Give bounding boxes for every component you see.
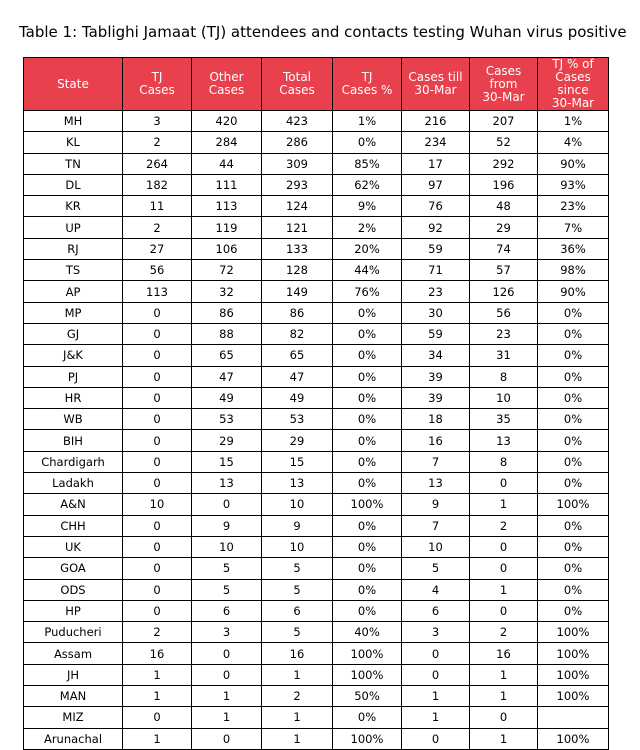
cell-other-cases: 6 (192, 600, 262, 621)
cell-state: KR (24, 196, 123, 217)
cell-cases-from-30-mar: 74 (470, 238, 538, 259)
cell-tj-pct-since-30-mar: 100% (538, 643, 609, 664)
table-row (24, 345, 609, 366)
cell-tj-cases: 1 (123, 664, 192, 685)
cell-state: TN (24, 153, 123, 174)
cell-total-cases: 1 (262, 707, 333, 728)
table-row (24, 238, 609, 259)
cell-tj-cases: 0 (123, 600, 192, 621)
cell-state: UK (24, 536, 123, 557)
cell-other-cases: 0 (192, 664, 262, 685)
table-row (24, 217, 609, 238)
cell-state: PJ (24, 366, 123, 387)
cell-total-cases: 423 (262, 111, 333, 132)
cell-tj-cases-pct: 100% (333, 664, 402, 685)
cell-other-cases: 72 (192, 260, 262, 281)
cell-state: HR (24, 387, 123, 408)
cell-cases-from-30-mar: 8 (470, 451, 538, 472)
cell-other-cases: 15 (192, 451, 262, 472)
table-row (24, 707, 609, 728)
cell-cases-till-30-mar: 59 (402, 238, 470, 259)
cell-tj-cases: 0 (123, 558, 192, 579)
cell-cases-from-30-mar: 207 (470, 111, 538, 132)
cell-total-cases: 293 (262, 174, 333, 195)
cell-total-cases: 124 (262, 196, 333, 217)
cell-cases-from-30-mar: 2 (470, 515, 538, 536)
cell-state: KL (24, 132, 123, 153)
cell-total-cases: 5 (262, 558, 333, 579)
cell-tj-pct-since-30-mar: 7% (538, 217, 609, 238)
cell-tj-pct-since-30-mar: 90% (538, 281, 609, 302)
cell-other-cases: 0 (192, 494, 262, 515)
cell-cases-till-30-mar: 71 (402, 260, 470, 281)
cell-total-cases: 13 (262, 473, 333, 494)
cell-tj-pct-since-30-mar: 100% (538, 664, 609, 685)
cell-tj-cases: 0 (123, 345, 192, 366)
cell-total-cases: 149 (262, 281, 333, 302)
cell-tj-cases: 0 (123, 366, 192, 387)
cell-total-cases: 10 (262, 494, 333, 515)
cell-cases-from-30-mar: 0 (470, 707, 538, 728)
cell-tj-cases-pct: 44% (333, 260, 402, 281)
cell-tj-cases-pct: 0% (333, 132, 402, 153)
cell-cases-from-30-mar: 2 (470, 622, 538, 643)
cell-tj-cases-pct: 9% (333, 196, 402, 217)
cell-other-cases: 29 (192, 430, 262, 451)
cell-tj-cases-pct: 0% (333, 451, 402, 472)
cell-other-cases: 32 (192, 281, 262, 302)
cell-tj-cases: 0 (123, 473, 192, 494)
cell-state: UP (24, 217, 123, 238)
table-row (24, 622, 609, 643)
table-row (24, 579, 609, 600)
cell-tj-cases-pct: 100% (333, 494, 402, 515)
cell-tj-pct-since-30-mar: 0% (538, 473, 609, 494)
cell-tj-cases: 10 (123, 494, 192, 515)
cell-cases-till-30-mar: 59 (402, 323, 470, 344)
cell-tj-pct-since-30-mar: 0% (538, 515, 609, 536)
cell-total-cases: 286 (262, 132, 333, 153)
cell-state: BIH (24, 430, 123, 451)
cell-tj-cases-pct: 20% (333, 238, 402, 259)
header-cases-from-30-mar: Cases from 30-Mar (470, 58, 538, 111)
table-row (24, 686, 609, 707)
cell-cases-from-30-mar: 48 (470, 196, 538, 217)
cell-tj-pct-since-30-mar: 98% (538, 260, 609, 281)
cell-cases-from-30-mar: 23 (470, 323, 538, 344)
cell-cases-till-30-mar: 3 (402, 622, 470, 643)
cell-other-cases: 44 (192, 153, 262, 174)
cell-cases-till-30-mar: 76 (402, 196, 470, 217)
cell-other-cases: 49 (192, 387, 262, 408)
cell-tj-pct-since-30-mar: 36% (538, 238, 609, 259)
cell-tj-cases: 2 (123, 622, 192, 643)
cell-tj-pct-since-30-mar: 0% (538, 387, 609, 408)
cell-tj-cases: 0 (123, 451, 192, 472)
cell-tj-cases: 2 (123, 217, 192, 238)
table-row (24, 600, 609, 621)
cell-total-cases: 86 (262, 302, 333, 323)
cell-other-cases: 119 (192, 217, 262, 238)
cell-tj-pct-since-30-mar: 0% (538, 409, 609, 430)
cell-total-cases: 16 (262, 643, 333, 664)
cell-tj-pct-since-30-mar: 100% (538, 686, 609, 707)
cell-other-cases: 420 (192, 111, 262, 132)
table-row (24, 260, 609, 281)
cell-state: A&N (24, 494, 123, 515)
cell-state: Assam (24, 643, 123, 664)
table-row (24, 302, 609, 323)
cell-tj-cases: 0 (123, 707, 192, 728)
cell-cases-from-30-mar: 31 (470, 345, 538, 366)
cell-tj-cases-pct: 100% (333, 728, 402, 749)
cell-state: MH (24, 111, 123, 132)
cell-tj-cases-pct: 0% (333, 366, 402, 387)
cell-tj-pct-since-30-mar: 0% (538, 430, 609, 451)
cell-total-cases: 309 (262, 153, 333, 174)
cell-tj-cases: 0 (123, 302, 192, 323)
table-row (24, 430, 609, 451)
cell-tj-cases: 0 (123, 430, 192, 451)
header-other-cases: Other Cases (192, 58, 262, 111)
cell-cases-from-30-mar: 57 (470, 260, 538, 281)
cell-tj-pct-since-30-mar: 0% (538, 579, 609, 600)
cell-cases-till-30-mar: 6 (402, 600, 470, 621)
cell-state: CHH (24, 515, 123, 536)
cell-other-cases: 88 (192, 323, 262, 344)
cell-cases-from-30-mar: 0 (470, 558, 538, 579)
cell-other-cases: 113 (192, 196, 262, 217)
cell-cases-till-30-mar: 216 (402, 111, 470, 132)
cell-cases-from-30-mar: 0 (470, 473, 538, 494)
cell-tj-cases-pct: 0% (333, 345, 402, 366)
cell-cases-till-30-mar: 0 (402, 728, 470, 749)
table-title: Table 1: Tablighi Jamaat (TJ) attendees and contacts testing Wuhan virus positive (19, 23, 627, 41)
cell-total-cases: 9 (262, 515, 333, 536)
cell-tj-pct-since-30-mar: 1% (538, 111, 609, 132)
table-row (24, 451, 609, 472)
cell-state: GJ (24, 323, 123, 344)
cell-tj-pct-since-30-mar: 0% (538, 302, 609, 323)
cell-cases-from-30-mar: 1 (470, 579, 538, 600)
cell-tj-pct-since-30-mar: 100% (538, 622, 609, 643)
cell-total-cases: 1 (262, 664, 333, 685)
cell-cases-from-30-mar: 29 (470, 217, 538, 238)
table-row (24, 174, 609, 195)
cell-tj-cases-pct: 0% (333, 707, 402, 728)
cell-cases-from-30-mar: 196 (470, 174, 538, 195)
table-row (24, 494, 609, 515)
cell-cases-till-30-mar: 9 (402, 494, 470, 515)
cell-tj-pct-since-30-mar: 90% (538, 153, 609, 174)
cell-tj-cases: 113 (123, 281, 192, 302)
cell-tj-cases-pct: 0% (333, 409, 402, 430)
cell-cases-from-30-mar: 16 (470, 643, 538, 664)
cell-tj-cases-pct: 100% (333, 643, 402, 664)
table-row (24, 153, 609, 174)
cell-tj-cases-pct: 0% (333, 302, 402, 323)
cell-cases-from-30-mar: 8 (470, 366, 538, 387)
cell-total-cases: 5 (262, 622, 333, 643)
cell-total-cases: 6 (262, 600, 333, 621)
cell-tj-cases: 264 (123, 153, 192, 174)
cell-tj-pct-since-30-mar: 0% (538, 345, 609, 366)
cell-state: JH (24, 664, 123, 685)
cell-cases-till-30-mar: 5 (402, 558, 470, 579)
cell-tj-cases-pct: 0% (333, 473, 402, 494)
cell-cases-till-30-mar: 18 (402, 409, 470, 430)
cell-tj-cases-pct: 76% (333, 281, 402, 302)
cell-tj-cases-pct: 0% (333, 600, 402, 621)
cell-other-cases: 47 (192, 366, 262, 387)
header-cases-till-30-mar: Cases till 30-Mar (402, 58, 470, 111)
cell-other-cases: 3 (192, 622, 262, 643)
cell-cases-till-30-mar: 234 (402, 132, 470, 153)
table-row (24, 196, 609, 217)
cell-tj-pct-since-30-mar: 0% (538, 366, 609, 387)
cell-state: HP (24, 600, 123, 621)
cell-other-cases: 0 (192, 728, 262, 749)
cell-state: WB (24, 409, 123, 430)
cell-other-cases: 86 (192, 302, 262, 323)
cell-state: TS (24, 260, 123, 281)
header-tj-cases-pct: TJ Cases % (333, 58, 402, 111)
cell-state: MAN (24, 686, 123, 707)
table-row (24, 558, 609, 579)
cell-state: Puducheri (24, 622, 123, 643)
cell-tj-pct-since-30-mar: 100% (538, 494, 609, 515)
cell-other-cases: 106 (192, 238, 262, 259)
cell-cases-from-30-mar: 10 (470, 387, 538, 408)
cell-state: Ladakh (24, 473, 123, 494)
cell-tj-pct-since-30-mar: 93% (538, 174, 609, 195)
cell-cases-from-30-mar: 1 (470, 494, 538, 515)
cell-cases-till-30-mar: 34 (402, 345, 470, 366)
cell-tj-pct-since-30-mar: 4% (538, 132, 609, 153)
cell-tj-pct-since-30-mar: 0% (538, 323, 609, 344)
cell-cases-till-30-mar: 0 (402, 643, 470, 664)
header-state: State (24, 58, 123, 111)
cell-other-cases: 1 (192, 707, 262, 728)
cell-other-cases: 65 (192, 345, 262, 366)
cell-cases-till-30-mar: 10 (402, 536, 470, 557)
cell-cases-till-30-mar: 39 (402, 366, 470, 387)
table-row (24, 323, 609, 344)
cell-tj-cases-pct: 0% (333, 579, 402, 600)
cell-cases-from-30-mar: 126 (470, 281, 538, 302)
table-row (24, 473, 609, 494)
table-row (24, 643, 609, 664)
cell-cases-till-30-mar: 16 (402, 430, 470, 451)
table-row (24, 536, 609, 557)
cell-cases-from-30-mar: 56 (470, 302, 538, 323)
cell-tj-cases: 1 (123, 728, 192, 749)
header-row (24, 58, 609, 111)
header-tj-cases: TJ Cases (123, 58, 192, 111)
cell-cases-till-30-mar: 13 (402, 473, 470, 494)
cell-other-cases: 5 (192, 579, 262, 600)
cell-tj-cases: 56 (123, 260, 192, 281)
cell-cases-till-30-mar: 17 (402, 153, 470, 174)
cell-tj-cases-pct: 50% (333, 686, 402, 707)
cell-tj-cases: 3 (123, 111, 192, 132)
cell-tj-cases-pct: 1% (333, 111, 402, 132)
cell-tj-pct-since-30-mar: 23% (538, 196, 609, 217)
cell-tj-cases: 11 (123, 196, 192, 217)
cell-cases-from-30-mar: 1 (470, 728, 538, 749)
cell-tj-pct-since-30-mar: 100% (538, 728, 609, 749)
cell-other-cases: 10 (192, 536, 262, 557)
cell-tj-cases: 0 (123, 409, 192, 430)
header-tj-pct-since-30-mar: TJ % of Cases since 30-Mar (538, 58, 609, 111)
cell-total-cases: 29 (262, 430, 333, 451)
cell-tj-pct-since-30-mar: 0% (538, 600, 609, 621)
table-row (24, 515, 609, 536)
cell-state: ODS (24, 579, 123, 600)
cell-cases-from-30-mar: 13 (470, 430, 538, 451)
cell-cases-from-30-mar: 0 (470, 536, 538, 557)
cell-cases-from-30-mar: 52 (470, 132, 538, 153)
cell-cases-from-30-mar: 1 (470, 686, 538, 707)
table-row (24, 132, 609, 153)
cell-total-cases: 47 (262, 366, 333, 387)
cell-tj-cases: 0 (123, 387, 192, 408)
cell-cases-till-30-mar: 30 (402, 302, 470, 323)
cell-cases-till-30-mar: 7 (402, 515, 470, 536)
cell-other-cases: 111 (192, 174, 262, 195)
cell-state: GOA (24, 558, 123, 579)
cell-other-cases: 1 (192, 686, 262, 707)
cell-tj-cases: 182 (123, 174, 192, 195)
cell-tj-cases-pct: 85% (333, 153, 402, 174)
cell-tj-cases-pct: 2% (333, 217, 402, 238)
cell-tj-cases-pct: 0% (333, 536, 402, 557)
cell-cases-from-30-mar: 0 (470, 600, 538, 621)
table-row (24, 409, 609, 430)
cell-tj-cases: 0 (123, 579, 192, 600)
cell-cases-from-30-mar: 35 (470, 409, 538, 430)
cell-state: DL (24, 174, 123, 195)
cell-tj-cases-pct: 62% (333, 174, 402, 195)
cell-cases-till-30-mar: 97 (402, 174, 470, 195)
cell-total-cases: 133 (262, 238, 333, 259)
cell-total-cases: 15 (262, 451, 333, 472)
table-row (24, 664, 609, 685)
cell-tj-cases: 0 (123, 323, 192, 344)
cell-tj-pct-since-30-mar: 0% (538, 451, 609, 472)
cell-state: J&K (24, 345, 123, 366)
table-row (24, 387, 609, 408)
header-total-cases: Total Cases (262, 58, 333, 111)
cell-cases-till-30-mar: 1 (402, 686, 470, 707)
cell-state: AP (24, 281, 123, 302)
cell-total-cases: 128 (262, 260, 333, 281)
cell-total-cases: 121 (262, 217, 333, 238)
cell-tj-cases: 0 (123, 515, 192, 536)
cell-tj-cases: 2 (123, 132, 192, 153)
cell-tj-cases-pct: 0% (333, 558, 402, 579)
cell-tj-cases: 16 (123, 643, 192, 664)
cell-state: Arunachal (24, 728, 123, 749)
cell-cases-till-30-mar: 0 (402, 664, 470, 685)
cell-other-cases: 53 (192, 409, 262, 430)
cell-state: MIZ (24, 707, 123, 728)
cell-other-cases: 5 (192, 558, 262, 579)
table-row (24, 111, 609, 132)
cell-other-cases: 0 (192, 643, 262, 664)
cases-table (23, 57, 609, 750)
cell-total-cases: 2 (262, 686, 333, 707)
cell-cases-from-30-mar: 1 (470, 664, 538, 685)
cell-cases-till-30-mar: 23 (402, 281, 470, 302)
cell-cases-till-30-mar: 1 (402, 707, 470, 728)
cell-tj-cases-pct: 0% (333, 387, 402, 408)
cell-tj-cases: 1 (123, 686, 192, 707)
cell-total-cases: 10 (262, 536, 333, 557)
cell-other-cases: 284 (192, 132, 262, 153)
cell-total-cases: 49 (262, 387, 333, 408)
cell-tj-cases-pct: 40% (333, 622, 402, 643)
cell-cases-till-30-mar: 7 (402, 451, 470, 472)
table-row (24, 281, 609, 302)
cell-total-cases: 82 (262, 323, 333, 344)
cell-tj-pct-since-30-mar: 0% (538, 558, 609, 579)
cell-cases-from-30-mar: 292 (470, 153, 538, 174)
table-row (24, 728, 609, 749)
table-row (24, 366, 609, 387)
cell-other-cases: 13 (192, 473, 262, 494)
cell-state: RJ (24, 238, 123, 259)
cell-tj-pct-since-30-mar (538, 707, 609, 728)
cell-cases-till-30-mar: 92 (402, 217, 470, 238)
cell-state: Chardigarh (24, 451, 123, 472)
cell-total-cases: 5 (262, 579, 333, 600)
cell-other-cases: 9 (192, 515, 262, 536)
cell-tj-cases-pct: 0% (333, 430, 402, 451)
cell-total-cases: 65 (262, 345, 333, 366)
cell-cases-till-30-mar: 39 (402, 387, 470, 408)
cell-tj-pct-since-30-mar: 0% (538, 536, 609, 557)
cell-tj-cases: 0 (123, 536, 192, 557)
cell-total-cases: 1 (262, 728, 333, 749)
cell-total-cases: 53 (262, 409, 333, 430)
cell-tj-cases-pct: 0% (333, 323, 402, 344)
cell-tj-cases-pct: 0% (333, 515, 402, 536)
cell-tj-cases: 27 (123, 238, 192, 259)
cell-state: MP (24, 302, 123, 323)
cell-cases-till-30-mar: 4 (402, 579, 470, 600)
